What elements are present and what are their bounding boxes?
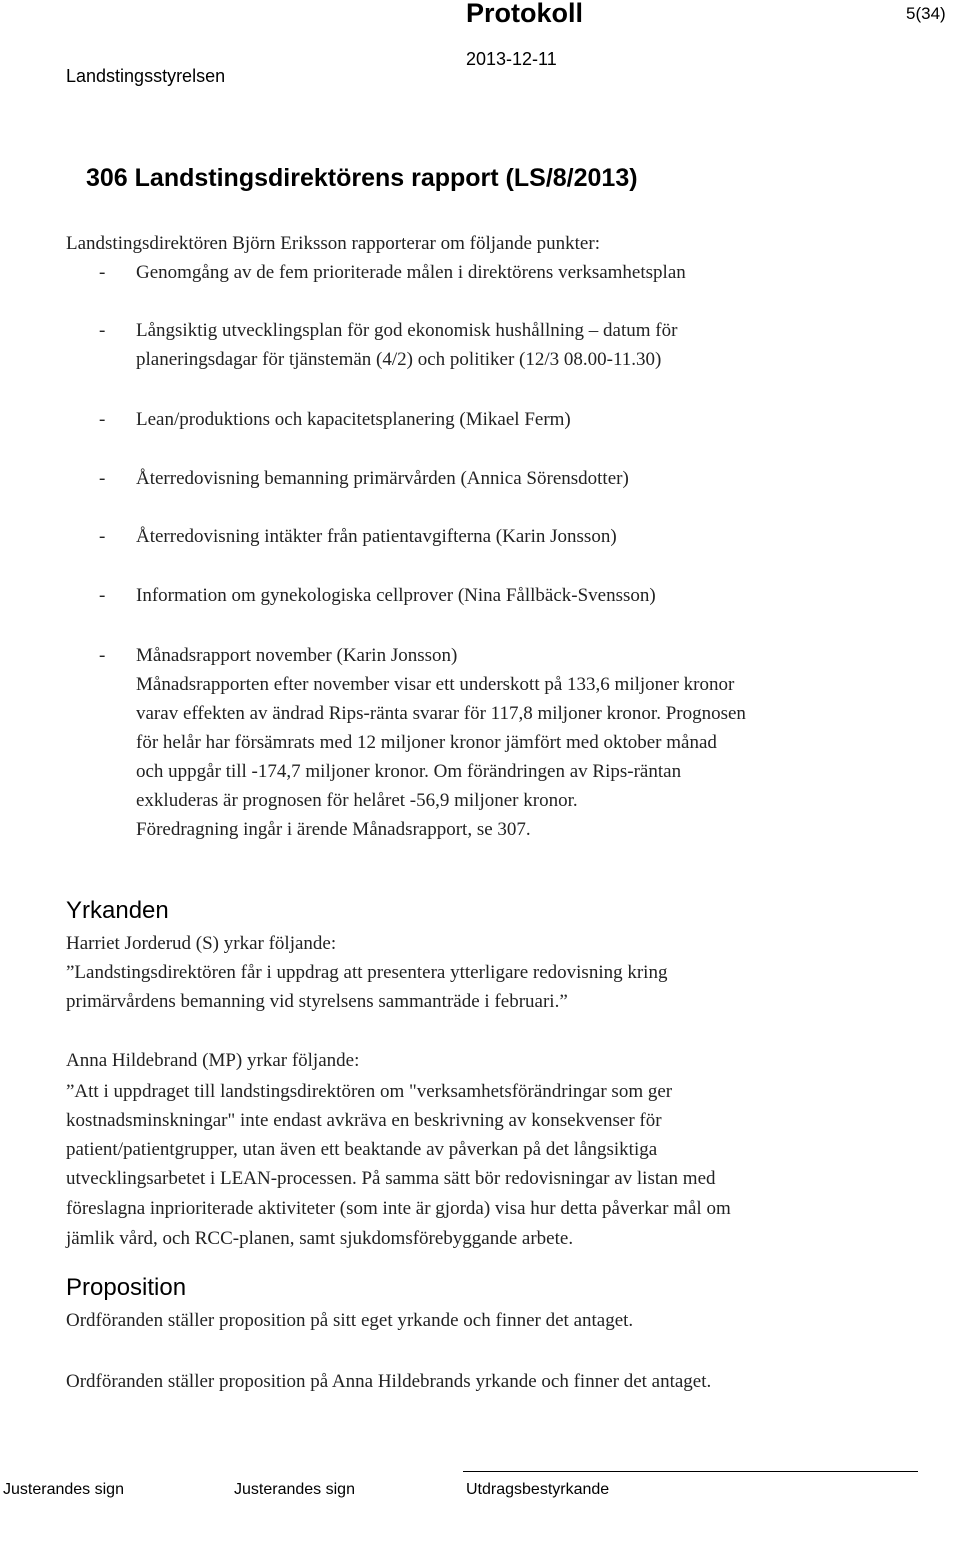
list-item: Återredovisning bemanning primärvården (Annica Sörensdotter) xyxy=(136,468,629,489)
list-item-continuation: planeringsdagar för tjänstemän (4/2) och politiker (12/3 08.00-11.30) xyxy=(136,349,662,370)
list-item-continuation: exkluderas är prognosen för helåret -56,9 miljoner kronor. xyxy=(136,790,578,811)
list-item: Genomgång av de fem prioriterade målen i direktörens verksamhetsplan xyxy=(136,262,686,283)
list-bullet: - xyxy=(99,645,106,666)
proposition-text: Ordföranden ställer proposition på Anna Hildebrands yrkande och finner det antaget. xyxy=(66,1371,712,1392)
list-bullet: - xyxy=(99,526,106,547)
list-bullet: - xyxy=(99,585,106,606)
motion-1-intro: Harriet Jorderud (S) yrkar följande: xyxy=(66,933,337,954)
list-item: Information om gynekologiska cellprover (Nina Fållbäck-Svensson) xyxy=(136,585,656,606)
list-item: Lean/produktions och kapacitetsplanering (Mikael Ferm) xyxy=(136,409,571,430)
list-item: Återredovisning intäkter från patientavgifterna (Karin Jonsson) xyxy=(136,526,617,547)
report-intro: Landstingsdirektören Björn Eriksson rapporterar om följande punkter: xyxy=(66,233,600,254)
list-item-continuation: Föredragning ingår i ärende Månadsrapport, se 307. xyxy=(136,819,531,840)
motion-2-text: patient/patientgrupper, utan även ett beaktande av påverkan på det långsiktiga xyxy=(66,1139,658,1160)
organization-name: Landstingsstyrelsen xyxy=(66,66,226,86)
motion-2-intro: Anna Hildebrand (MP) yrkar följande: xyxy=(66,1050,360,1071)
motion-2-text: ”Att i uppdraget till landstingsdirektören om "verksamhetsförändringar som ger xyxy=(66,1081,673,1102)
motion-2-text: utvecklingsarbetet i LEAN-processen. På samma sätt bör redovisningar av listan med xyxy=(66,1168,716,1189)
signature-field-1: Justerandes sign xyxy=(3,1481,124,1498)
section-title xyxy=(66,164,638,193)
list-item: Långsiktig utvecklingsplan för god ekonomisk hushållning – datum för xyxy=(136,320,678,341)
list-bullet: - xyxy=(99,262,106,283)
certification-field: Utdragsbestyrkande xyxy=(466,1481,610,1498)
list-bullet: - xyxy=(99,320,106,341)
list-item: Månadsrapport november (Karin Jonsson) xyxy=(136,645,458,666)
motion-2-text: kostnadsminskningar" inte endast avkräva en beskrivning av konsekvenser för xyxy=(66,1110,662,1131)
list-bullet: - xyxy=(99,468,106,489)
motion-2-text: jämlik vård, och RCC-planen, samt sjukdomsförebyggande arbete. xyxy=(66,1228,574,1249)
motion-2-text: föreslagna inprioriterade aktiviteter (som inte är gjorda) visa hur detta påverkar mål om xyxy=(66,1198,731,1219)
list-bullet: - xyxy=(99,409,106,430)
list-item-continuation: Månadsrapporten efter november visar ett underskott på 133,6 miljoner kronor xyxy=(136,674,735,695)
proposition-heading: Proposition xyxy=(66,1274,187,1301)
list-item-continuation: varav effekten av ändrad Rips-ränta svarar för 117,8 miljoner kronor. Prognosen xyxy=(136,703,746,724)
list-item-continuation: och uppgår till -174,7 miljoner kronor. Om förändringen av Rips-räntan xyxy=(136,761,682,782)
meeting-date: 2013-12-11 xyxy=(466,49,557,69)
document-title: Protokoll xyxy=(466,0,584,28)
yrkanden-heading: Yrkanden xyxy=(66,897,169,924)
motion-1-text: primärvårdens bemanning vid styrelsens sammanträde i februari.” xyxy=(66,991,568,1012)
proposition-text: Ordföranden ställer proposition på sitt eget yrkande och finner det antaget. xyxy=(66,1310,634,1331)
footer-divider xyxy=(463,1471,918,1472)
list-item-continuation: för helår har försämrats med 12 miljoner kronor jämfört med oktober månad xyxy=(136,732,717,753)
signature-field-2: Justerandes sign xyxy=(234,1481,355,1498)
motion-1-text: ”Landstingsdirektören får i uppdrag att presentera ytterligare redovisning kring xyxy=(66,962,668,983)
page-number: 5(34) xyxy=(906,4,946,23)
section-title-text: 306 Landstingsdirektörens rapport (LS/8/2013) xyxy=(86,164,638,192)
